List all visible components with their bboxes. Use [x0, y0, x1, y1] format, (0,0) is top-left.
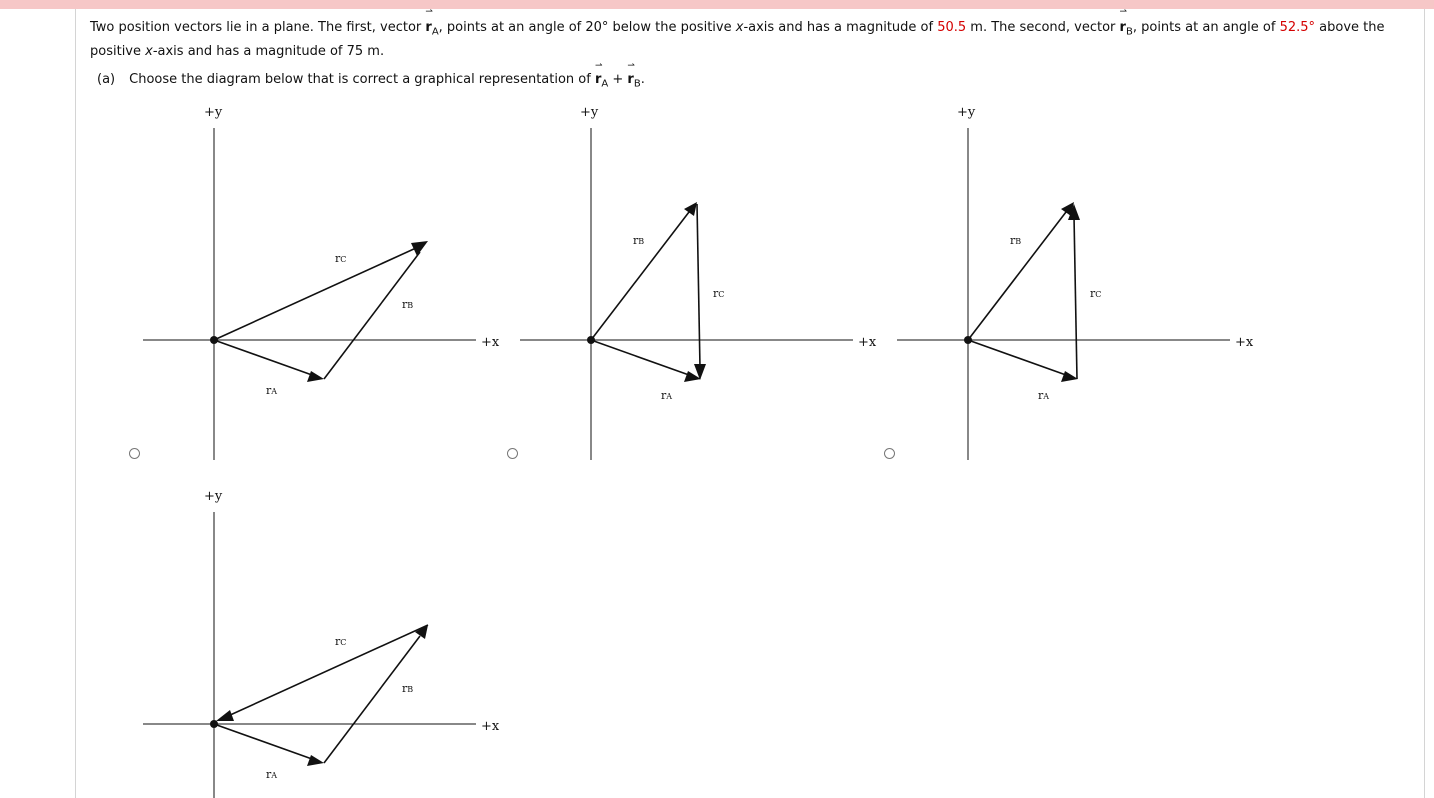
italic-x: x	[145, 43, 153, 59]
x-axis-label: +x	[1235, 335, 1254, 350]
question-panel	[75, 9, 1425, 798]
angle-b: 52.5°	[1279, 20, 1316, 35]
vector-arrow-icon: ⇀	[627, 61, 635, 71]
subscript: B	[1125, 26, 1133, 38]
problem-text: Two position vectors lie in a plane. The first, vector	[90, 20, 426, 35]
vector-rA: ⇀ r	[425, 7, 433, 35]
subscript: A	[601, 78, 609, 90]
vector-rA: ⇀ r	[594, 61, 603, 87]
vector-a-label: rA	[1038, 389, 1050, 402]
radio-option-3[interactable]	[884, 448, 895, 459]
problem-text: , points at an angle of	[1132, 20, 1280, 35]
part-a-question: (a) Choose the diagram below that is correct a graphical representation of ⇀ $r_A$ + ⇀ $r_B$.	[97, 61, 645, 90]
problem-text: above the positive	[90, 20, 1385, 59]
vector-arrow-icon: ⇀	[594, 61, 603, 71]
problem-statement	[90, 7, 1410, 61]
plus-sign: +	[608, 72, 628, 87]
vector-b-label: rB	[402, 298, 414, 311]
x-axis-label: +x	[481, 719, 500, 734]
vector-a-label: rA	[266, 384, 278, 397]
problem-text: m. The second, vector	[966, 20, 1120, 35]
radio-option-1[interactable]	[129, 448, 140, 459]
vector-b-label: rB	[1010, 234, 1022, 247]
vector-arrow-icon: ⇀	[425, 7, 433, 17]
vector-c-label: rC	[335, 252, 347, 265]
y-axis-label: +y	[204, 489, 223, 504]
problem-text: -axis and has a magnitude of 75 m.	[152, 43, 385, 59]
vector-a-label: rA	[266, 768, 278, 781]
vector-arrow-icon: ⇀	[1119, 7, 1128, 17]
y-axis-label: +y	[957, 105, 976, 120]
vector-c-label: rC	[1090, 287, 1102, 300]
vector-b-label: rB	[633, 234, 645, 247]
x-axis-label: +x	[858, 335, 877, 350]
part-label: (a)	[97, 72, 116, 87]
italic-x: x	[735, 20, 744, 35]
y-axis-label: +y	[204, 105, 223, 120]
magnitude-a: 50.5	[937, 20, 967, 35]
vector-a-label: rA	[661, 389, 673, 402]
vector-c-label: rC	[713, 287, 725, 300]
problem-text: , points at an angle of 20° below the positive	[438, 20, 736, 35]
question-text: Choose the diagram below that is correct a graphical representation of	[129, 72, 595, 87]
problem-text: -axis and has a magnitude of	[743, 20, 938, 35]
vector-c-label: rC	[335, 635, 347, 648]
y-axis-label: +y	[580, 105, 599, 120]
vector-rB: ⇀ r	[1119, 7, 1128, 35]
vector-b-label: rB	[402, 682, 414, 695]
subscript: B	[633, 78, 641, 90]
top-color-bar	[0, 0, 1434, 9]
vector-rB: ⇀ r	[627, 61, 635, 87]
x-axis-label: +x	[481, 335, 500, 350]
radio-option-2[interactable]	[507, 448, 518, 459]
subscript: A	[431, 26, 439, 38]
